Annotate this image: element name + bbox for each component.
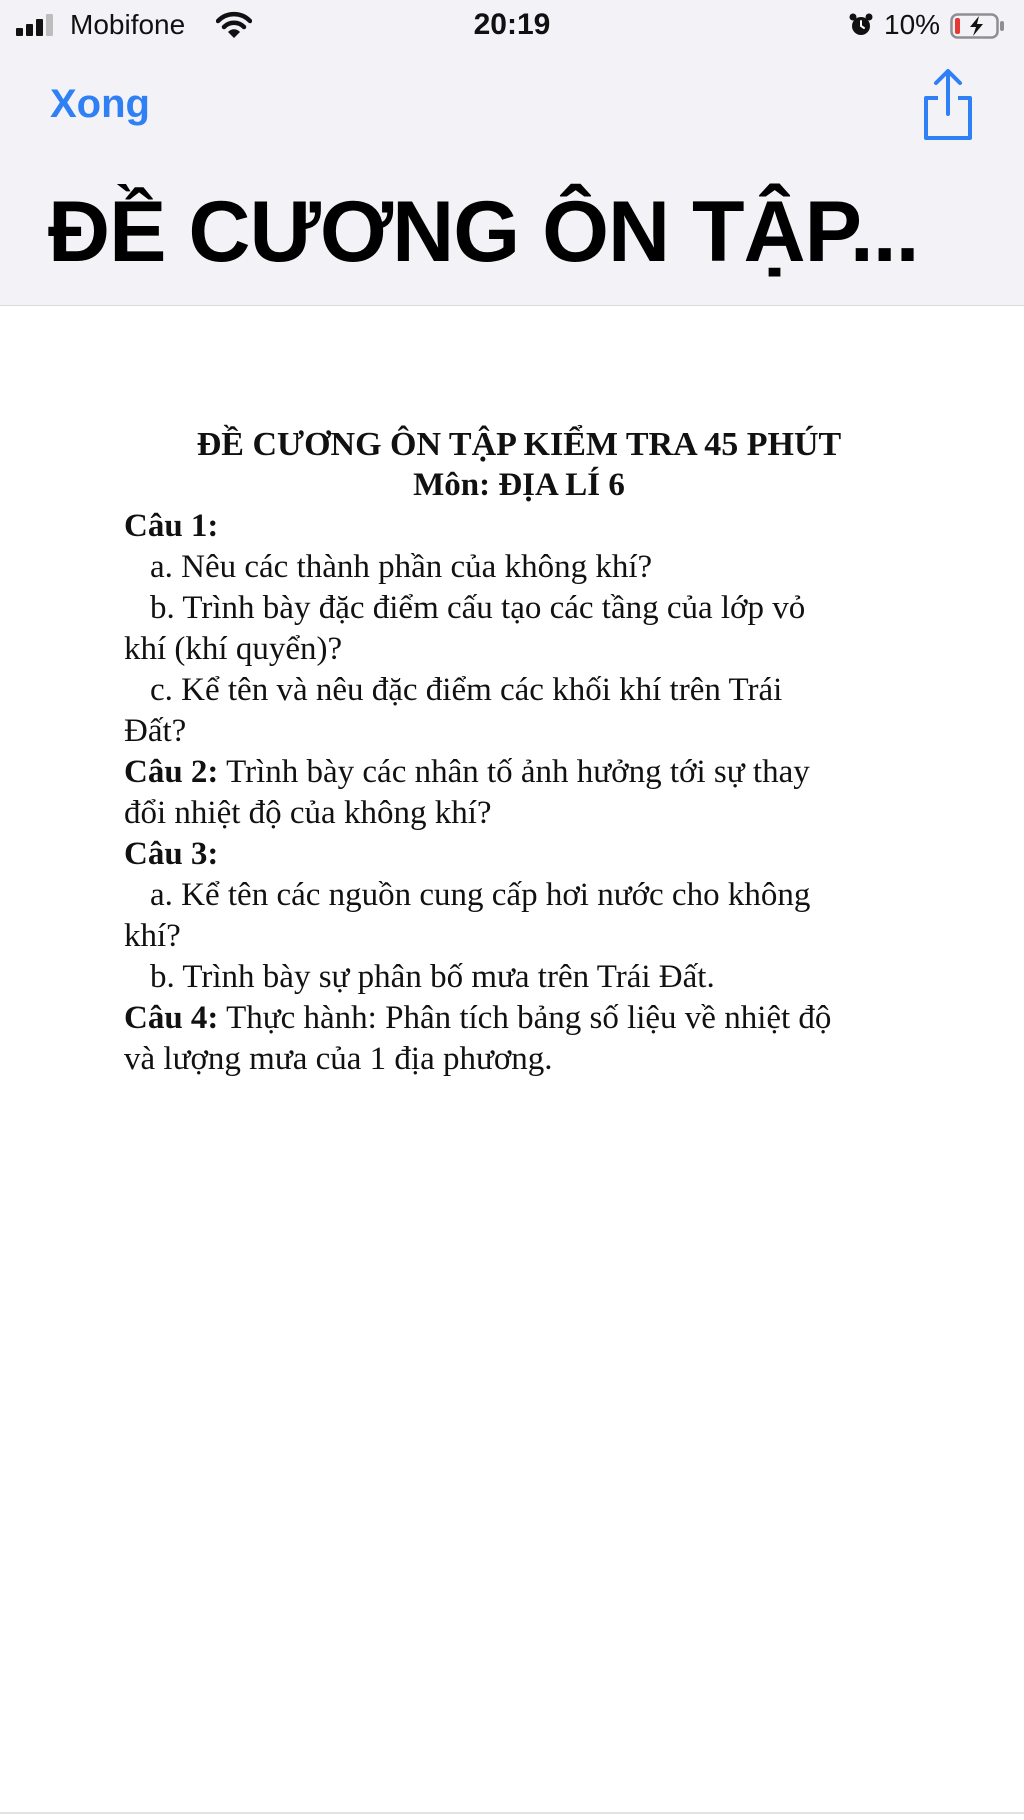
question-1b-line1: b. Trình bày đặc điểm cấu tạo các tầng của lớp vỏ	[150, 590, 806, 626]
question-4-line1: Câu 4: Thực hành: Phân tích bảng số liệu về nhiệt độ	[124, 1000, 832, 1036]
document-heading: ĐỀ CƯƠNG ÔN TẬP KIỂM TRA 45 PHÚT	[196, 426, 842, 463]
top-bar	[0, 0, 1024, 306]
question-4-line2: và lượng mưa của 1 địa phương.	[124, 1041, 553, 1077]
question-3a-line2: khí?	[124, 918, 181, 954]
bottom-divider	[0, 1812, 1024, 1814]
share-icon[interactable]	[920, 68, 976, 142]
status-bar	[0, 0, 1024, 52]
question-3-label: Câu 3:	[124, 836, 219, 872]
document-content	[124, 424, 914, 1080]
question-4-label: Câu 4:	[124, 1000, 219, 1036]
question-3a-line1: a. Kể tên các nguồn cung cấp hơi nước cho không	[150, 877, 811, 913]
question-2-label: Câu 2:	[124, 754, 219, 790]
question-3b: b. Trình bày sự phân bố mưa trên Trái Đất.	[150, 959, 715, 995]
carrier-name: Mobifone	[70, 9, 186, 40]
battery-percent: 10%	[884, 9, 941, 40]
question-2-line1: Câu 2: Trình bày các nhân tố ảnh hưởng tới sự thay	[124, 754, 810, 790]
document-subject: Môn: ĐỊA LÍ 6	[413, 467, 625, 503]
done-button[interactable]: Xong	[50, 82, 150, 126]
page-title: ĐỀ CƯƠNG ÔN TẬP...	[48, 184, 919, 280]
question-1a: a. Nêu các thành phần của không khí?	[150, 549, 653, 585]
battery-charging-icon	[950, 12, 1006, 40]
question-1c-line1: c. Kể tên và nêu đặc điểm các khối khí trên Trái	[150, 672, 783, 708]
question-1c-line2: Đất?	[124, 713, 187, 749]
question-2-line2: đổi nhiệt độ của không khí?	[124, 795, 492, 831]
status-time: 20:19	[473, 8, 551, 41]
question-1-label: Câu 1:	[124, 508, 219, 544]
question-1b-line2: khí (khí quyển)?	[124, 631, 343, 667]
alarm-clock-icon	[848, 12, 874, 38]
